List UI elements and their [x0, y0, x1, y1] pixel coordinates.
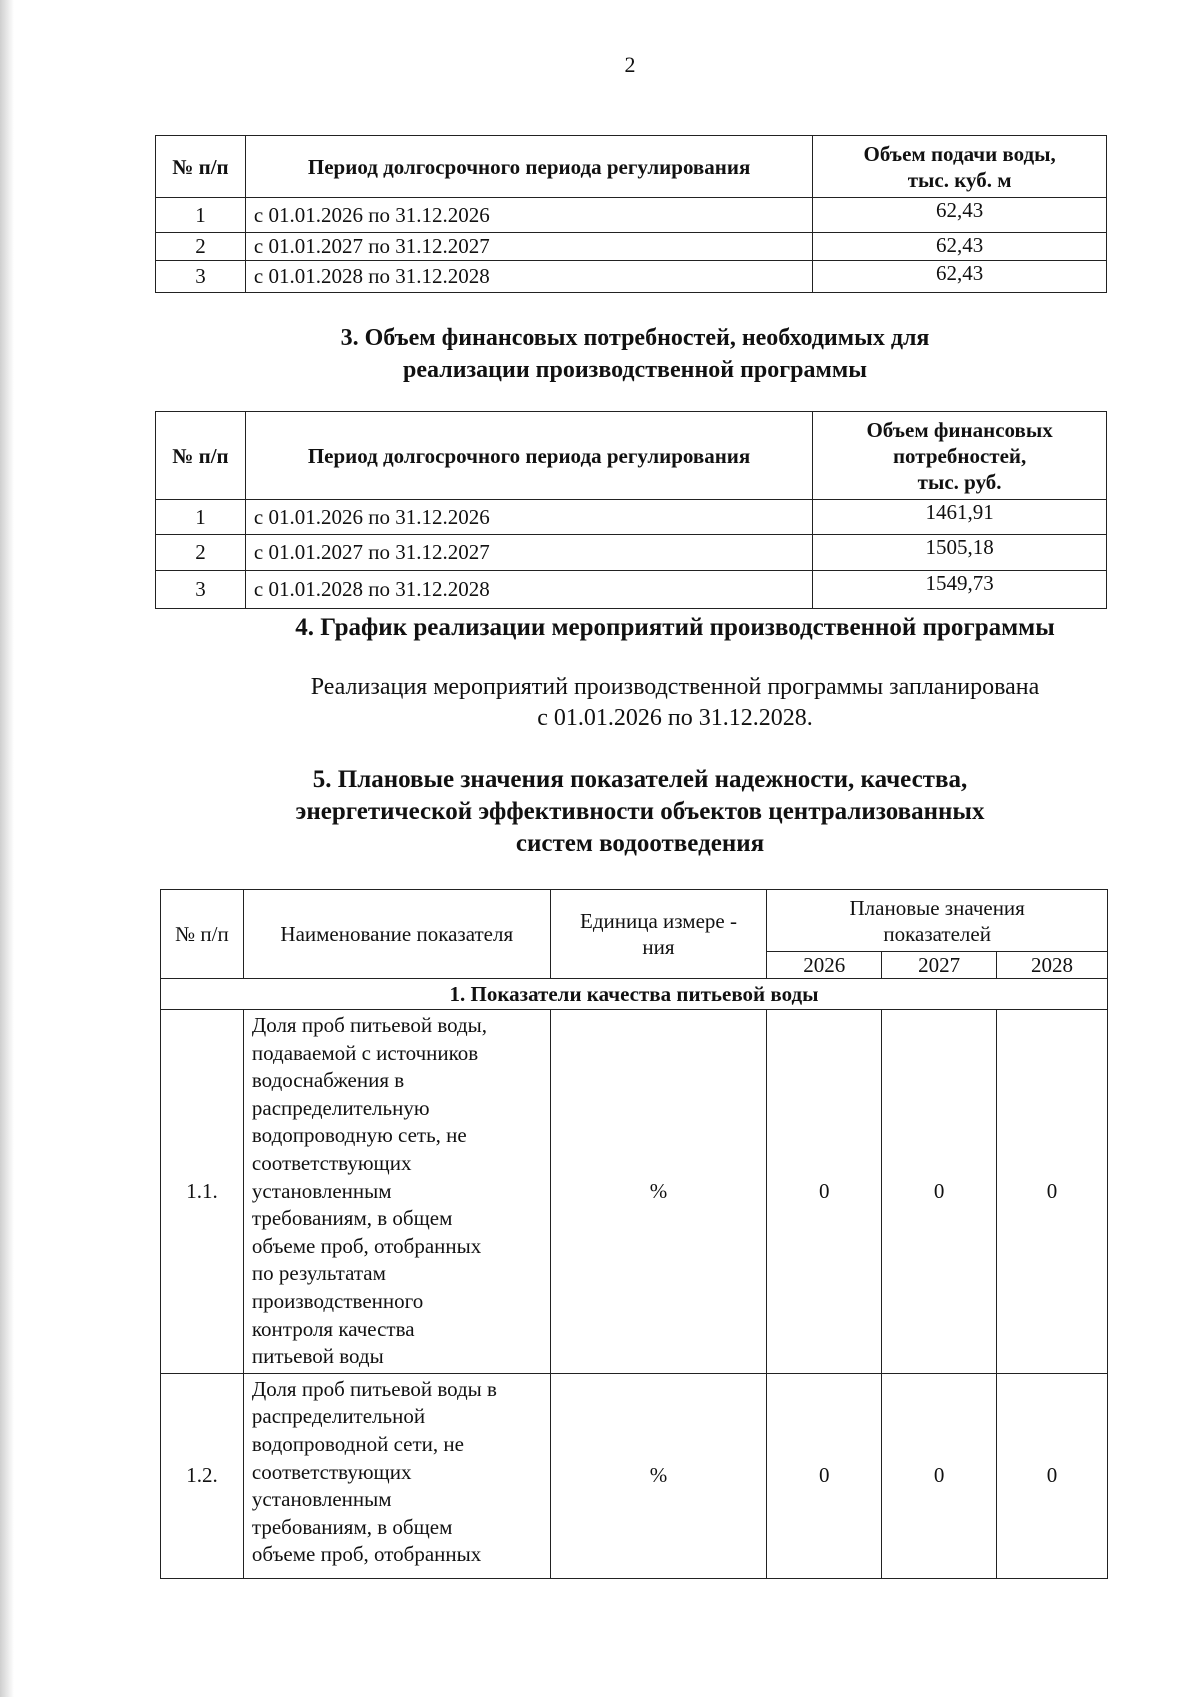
section-4-text-line: с 01.01.2026 по 31.12.2028. — [537, 705, 813, 731]
table-row — [161, 1010, 1108, 1374]
header-year-2027: 2027 — [882, 952, 997, 979]
section-4-text — [200, 672, 1150, 734]
group-title-row — [161, 979, 1108, 1010]
row-period: с 01.01.2028 по 31.12.2028 — [245, 261, 812, 293]
header-period: Период долгосрочного периода регулирования — [245, 136, 812, 198]
table-header-row — [161, 890, 1108, 952]
table-header-row — [156, 136, 1107, 198]
row-period: с 01.01.2026 по 31.12.2026 — [245, 500, 812, 535]
row-value: 1461,91 — [813, 500, 1107, 535]
row-period: с 01.01.2027 по 31.12.2027 — [245, 233, 812, 261]
row-num: 1 — [156, 198, 246, 233]
row-period: с 01.01.2028 по 31.12.2028 — [245, 571, 812, 609]
financial-needs-table — [155, 411, 1107, 609]
row-indicator-name: Доля проб питьевой воды в распределительной водопроводной сети, не соответствующих установленным требованиям, в общем объеме проб, отобранных — [243, 1373, 550, 1578]
section-3-title-line: реализации производственной программы — [403, 357, 867, 383]
row-period: с 01.01.2026 по 31.12.2026 — [245, 198, 812, 233]
header-num: № п/п — [156, 412, 246, 500]
row-value-2027: 0 — [882, 1373, 997, 1578]
row-period: с 01.01.2027 по 31.12.2027 — [245, 535, 812, 571]
table-row — [156, 198, 1107, 233]
row-unit: % — [550, 1373, 767, 1578]
header-indicator-name: Наименование показателя — [243, 890, 550, 979]
row-value: 62,43 — [813, 198, 1107, 233]
table-row — [156, 233, 1107, 261]
row-unit: % — [550, 1010, 767, 1374]
row-value: 1505,18 — [813, 535, 1107, 571]
row-value-2027: 0 — [882, 1010, 997, 1374]
row-num: 1.1. — [161, 1010, 244, 1374]
table-row — [156, 535, 1107, 571]
table-row — [156, 571, 1107, 609]
row-num: 1 — [156, 500, 246, 535]
water-supply-volume-table — [155, 135, 1107, 293]
table-row — [161, 1373, 1108, 1578]
header-year-2028: 2028 — [997, 952, 1108, 979]
row-num: 3 — [156, 571, 246, 609]
table-header-row — [156, 412, 1107, 500]
row-num: 2 — [156, 535, 246, 571]
section-5-title-line: энергетической эффективности объектов централизованных — [295, 798, 985, 825]
header-value: Объем подачи воды, тыс. куб. м — [813, 136, 1107, 198]
section-5-title-line: 5. Плановые значения показателей надежности, качества, — [312, 766, 968, 793]
page-number: 2 — [624, 52, 636, 77]
row-value: 1549,73 — [813, 571, 1107, 609]
group-title: 1. Показатели качества питьевой воды — [161, 979, 1108, 1010]
row-num: 1.2. — [161, 1373, 244, 1578]
header-planned-values: Плановые значения показателей — [767, 890, 1108, 952]
section-4-title: 4. График реализации мероприятий производственной программы — [295, 614, 1055, 641]
row-value-2028: 0 — [997, 1010, 1108, 1374]
row-value-2028: 0 — [997, 1373, 1108, 1578]
scan-edge-shadow — [0, 0, 14, 1697]
header-value: Объем финансовых потребностей, тыс. руб. — [813, 412, 1107, 500]
indicators-table — [160, 889, 1108, 1579]
section-3-title — [160, 322, 1110, 386]
header-unit: Единица измере - ния — [550, 890, 767, 979]
section-5-title — [230, 764, 1050, 860]
header-period: Период долгосрочного периода регулирования — [245, 412, 812, 500]
section-3-title-line: 3. Объем финансовых потребностей, необходимых для — [340, 325, 930, 351]
row-value-2026: 0 — [767, 1373, 882, 1578]
table-row — [156, 500, 1107, 535]
row-num: 2 — [156, 233, 246, 261]
section-5-title-line: систем водоотведения — [515, 830, 765, 857]
row-indicator-name: Доля проб питьевой воды, подаваемой с источников водоснабжения в распределительную водопроводную сеть, не соответствующих установленным требованиям, в общем объеме проб, отобранных по результатам производственного контроля качества питьевой воды — [243, 1010, 550, 1374]
row-value-2026: 0 — [767, 1010, 882, 1374]
row-value: 62,43 — [813, 261, 1107, 293]
header-num: № п/п — [156, 136, 246, 198]
section-4-text-line: Реализация мероприятий производственной программы запланирована — [310, 674, 1040, 700]
table-row — [156, 261, 1107, 293]
row-value: 62,43 — [813, 233, 1107, 261]
row-num: 3 — [156, 261, 246, 293]
header-num: № п/п — [161, 890, 244, 979]
header-year-2026: 2026 — [767, 952, 882, 979]
